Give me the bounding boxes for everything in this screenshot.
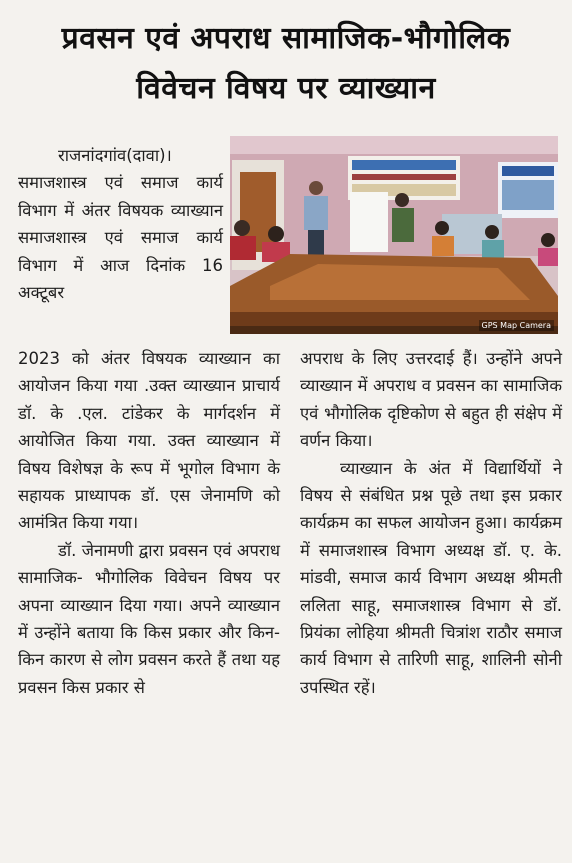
article-column-left-top [18,142,223,306]
photo-credit: GPS Map Camera [479,320,554,331]
article-paragraph: डॉ. जेनामणी द्वारा प्रवसन एवं अपराध सामाजिक- भौगोलिक विवेचन विषय पर अपना व्याख्यान दिया गया। अपने व्याख्यान में उन्होंने बताया कि किस प्रकार और किन-किन कारण से लोग प्रवसन करते हैं तथा यह प्रवसन किस प्रकार से [18,540,280,697]
article-column-right [300,345,562,701]
classroom-lecture-image [230,136,558,334]
article-paragraph: 2023 को अंतर विषयक व्याख्यान का आयोजन किया गया .उक्त व्याख्यान प्राचार्य डॉ. के .एल. टांडेकर के मार्गदर्शन में आयोजित किया गया. उक्त व्याख्यान में विषय विशेषज्ञ के रूप में भूगोल विभाग के सहायक प्राध्यापक डॉ. एस जेनामणि को आमंत्रित किया गया। [18,349,280,533]
headline-line-2: विवेचन विषय पर व्याख्यान [136,71,436,106]
article-paragraph: अपराध के लिए उत्तरदाई हैं। उन्होंने अपने व्याख्यान में अपराध व प्रवसन का सामाजिक एवं भौगोलिक दृष्टिकोण से बहुत ही संक्षेप में वर्णन किया। [300,349,562,451]
event-photo [230,136,558,334]
article-column-left [18,345,280,701]
headline [0,14,572,114]
article-paragraph: राजनांदगांव(दावा)। समाजशास्त्र एवं समाज कार्य विभाग में अंतर विषयक व्याख्यान समाजशास्त्र एवं समाज कार्य विभाग में आज दिनांक 16 अक्टूबर [18,146,223,303]
article-paragraph: व्याख्यान के अंत में विद्यार्थियों ने विषय से संबंधित प्रश्न पूछे तथा इस प्रकार कार्यक्रम का सफल आयोजन हुआ। कार्यक्रम में समाजशास्त्र विभाग अध्यक्ष डॉ. ए. के. मांडवी, समाज कार्य विभाग अध्यक्ष श्रीमती ललिता साहू, समाजशास्त्र विभाग से डॉ. प्रियंका लोहिया श्रीमती चित्रांश राठौर समाज कार्य विभाग से तारिणी साहू, शालिनी सोनी उपस्थित रहें। [300,458,562,697]
headline-line-1: प्रवसन एवं अपराध सामाजिक-भौगोलिक [61,21,511,56]
